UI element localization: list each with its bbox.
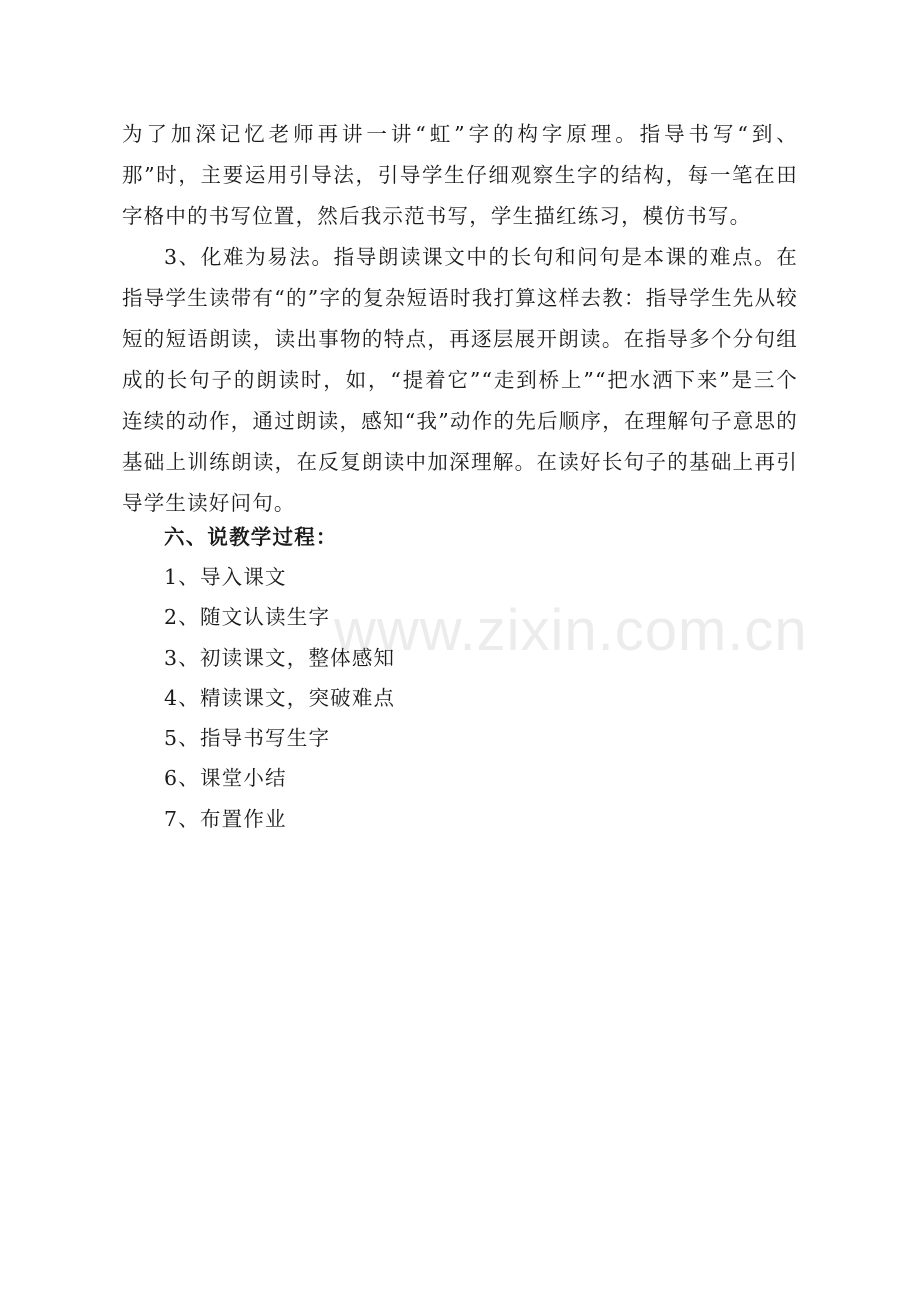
- section-heading-teaching-process: 六、说教学过程：: [164, 525, 338, 549]
- paragraph-reading-method: 3、化难为易法。指导朗读课文中的长句和问句是本课的难点。在指导学生读带有“的”字的复杂短语时我打算这样去教：指导学生先从较短的短语朗读，读出事物的特点，再逐层展开朗读。在指导多个分句组成的长句子的朗读时，如，“提着它”“走到桥上”“把水洒下来”是三个连续的动作，通过朗读，感知“我”动作的先后顺序，在理解句子意思的基础上训练朗读，在反复朗读中加深理解。在读好长句子的基础上再引导学生读好问句。: [122, 245, 798, 515]
- teaching-steps-list: [164, 557, 395, 839]
- watermark: www.zixin.com.cn: [334, 598, 808, 663]
- list-item: 1、导入课文: [164, 565, 287, 589]
- list-item: 7、布置作业: [164, 806, 287, 831]
- list-item: 2、随文认读生字: [164, 605, 331, 630]
- list-item: 4、精读课文，突破难点: [164, 685, 396, 710]
- paragraph-writing-guidance: 为了加深记忆老师再讲一讲“虹”字的构字原理。指导书写“到、那”时，主要运用引导法，引导学生仔细观察生字的结构，每一笔在田字格中的书写位置，然后我示范书写，学生描红练习，模仿书写。: [122, 122, 798, 228]
- list-item: 6、课堂小结: [164, 766, 287, 791]
- list-item: 3、初读课文，整体感知: [164, 645, 396, 670]
- list-item: 5、指导书写生字: [164, 726, 331, 751]
